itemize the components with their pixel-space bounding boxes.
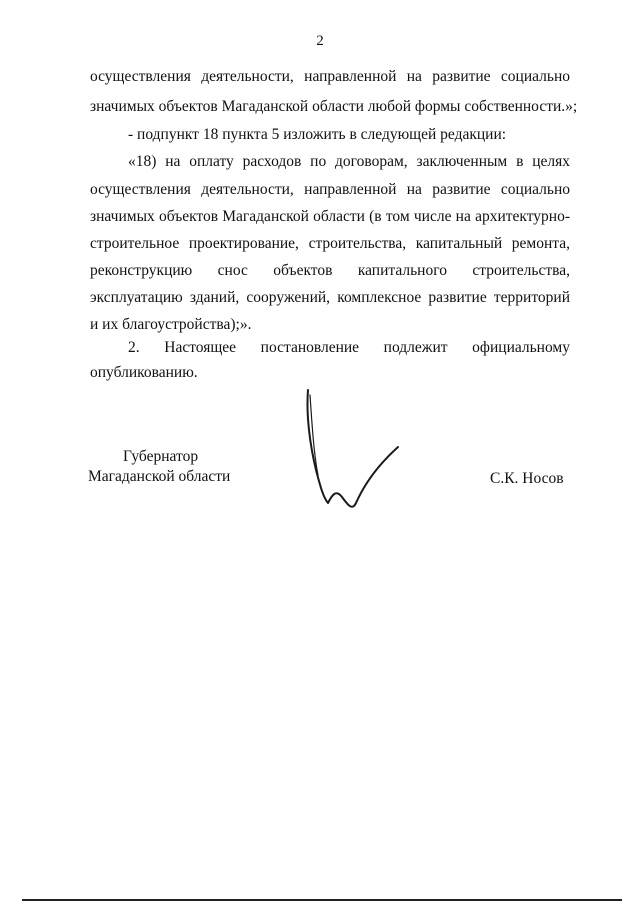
text-line: эксплуатацию зданий, сооружений, комплексное развитие территорий [90,289,570,306]
text-line: осуществления деятельности, направленной на развитие социально [90,181,570,198]
signatory-name: С.К. Носов [490,470,564,487]
text-line: реконструкцию снос объектов капитального строительства, [90,262,570,279]
text-line: осуществления деятельности, направленной на развитие социально [90,68,570,85]
text-line: - подпункт 18 пункта 5 изложить в следующей редакции: [128,126,507,143]
text-line: строительное проектирование, строительства, капитальный ремонта, [90,235,570,252]
handwritten-signature [290,385,410,525]
page-number: 2 [316,33,324,49]
signatory-title-line1: Губернатор [123,448,199,465]
text-line: «18) на оплату расходов по договорам, заключенным в целях [128,153,570,170]
signatory-title-line2: Магаданской области [88,468,231,485]
text-line: 2. Настоящее постановление подлежит официальному [128,339,570,356]
text-line: значимых объектов Магаданской области (в том числе на архитектурно- [90,208,570,225]
text-line: значимых объектов Магаданской области любой формы собственности.»; [90,98,578,115]
bottom-divider [22,899,622,901]
text-line: опубликованию. [90,364,198,381]
text-line: и их благоустройства);». [90,316,252,333]
